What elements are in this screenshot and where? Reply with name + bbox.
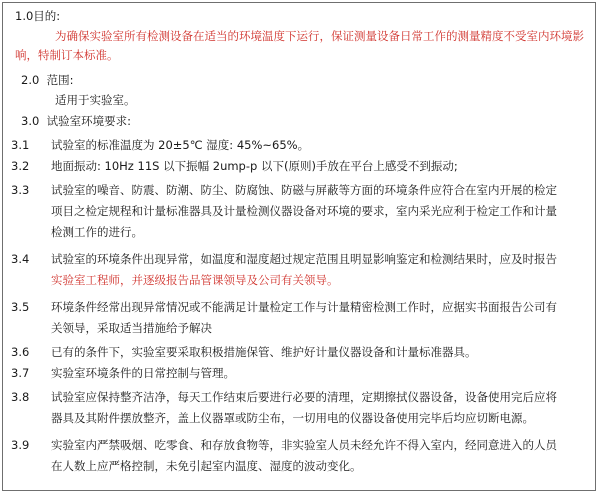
item-3-4 bbox=[11, 249, 589, 291]
item-3-6 bbox=[11, 345, 589, 360]
item-number: 3.3 bbox=[11, 183, 30, 197]
item-number: 3.9 bbox=[11, 438, 30, 452]
item-line: 地面振动: 10Hz 11S 以下振幅 2ump-p 以下(原则)手放在平台上感受不到振动; bbox=[51, 159, 458, 173]
item-number: 3.7 bbox=[11, 366, 30, 380]
document-frame bbox=[2, 2, 596, 491]
item-number: 3.8 bbox=[11, 390, 30, 404]
purpose-line-2: 响，特制订本标准。 bbox=[15, 48, 119, 62]
purpose-line-1: 为确保实验室所有检测设备在适当的环境温度下运行，保证测量设备日常工作的测量精度不受室内环境影 bbox=[55, 29, 584, 43]
section-number: 2.0 bbox=[21, 73, 40, 87]
item-paragraph bbox=[51, 180, 589, 243]
section-purpose-heading bbox=[15, 9, 589, 27]
item-number: 3.2 bbox=[11, 159, 30, 173]
item-3-3 bbox=[11, 180, 589, 243]
item-3-8 bbox=[11, 387, 589, 429]
section-title: 目的: bbox=[33, 9, 61, 23]
item-line: 器具及其附件摆放整齐，盖上仪器罩或防尘布，一切用电的仪器设备使用完毕后均应切断电源。 bbox=[51, 411, 534, 425]
item-number: 3.5 bbox=[11, 300, 30, 314]
item-line: 实验室环境条件的日常控制与管理。 bbox=[51, 366, 235, 380]
item-3-1 bbox=[11, 138, 589, 153]
item-3-9 bbox=[11, 435, 589, 477]
item-line: 已有的条件下，实验室要采取积极措施保管、维护好计量仪器设备和计量标准器具。 bbox=[51, 345, 477, 359]
section-title: 试验室环境要求: bbox=[46, 114, 131, 128]
item-number: 3.1 bbox=[11, 138, 30, 152]
item-paragraph bbox=[51, 249, 589, 291]
item-paragraph bbox=[51, 435, 589, 477]
item-number: 3.6 bbox=[11, 345, 30, 359]
section-number: 3.0 bbox=[21, 114, 40, 128]
item-line: 实验室内严禁吸烟、吃零食、和存放食物等，非实验室人员未经允许不得入室内，经同意进入的人员 bbox=[51, 438, 557, 452]
item-line: 试验室的环境条件出现异常，如温度和湿度超过规定范围且明显影响鉴定和检测结果时，应及时报告 bbox=[51, 252, 557, 266]
item-paragraph bbox=[51, 387, 589, 429]
item-3-2 bbox=[11, 159, 589, 174]
section-title: 范围: bbox=[46, 73, 74, 87]
section-scope-heading bbox=[21, 73, 589, 91]
item-line: 试验室的标准温度为 20±5℃ 湿度: 45%~65%。 bbox=[51, 138, 310, 152]
item-3-5 bbox=[11, 297, 589, 339]
item-line: 环境条件经常出现异常情况或不能满足计量检定工作与计量精密检测工作时，应据实书面报告公司有 bbox=[51, 300, 557, 314]
item-line: 在人数上应严格控制，未免引起室内温度、湿度的波动变化。 bbox=[51, 459, 362, 473]
item-line: 试验室的噪音、防震、防潮、防尘、防腐蚀、防磁与屏蔽等方面的环境条件应符合在室内开展的检定 bbox=[51, 183, 557, 197]
section-number: 1.0 bbox=[15, 9, 34, 23]
section-environment-heading bbox=[21, 114, 589, 132]
item-line: 关领导，采取适当措施给予解决 bbox=[51, 321, 212, 335]
item-line: 实验室工程师，并逐级报告品管课领导及公司有关领导。 bbox=[51, 273, 339, 287]
item-line: 检测工作的进行。 bbox=[51, 225, 143, 239]
scope-line: 适用于实验室。 bbox=[55, 93, 136, 107]
item-3-7 bbox=[11, 366, 589, 381]
item-paragraph bbox=[51, 297, 589, 339]
document-body bbox=[11, 9, 589, 477]
item-line: 项目之检定规程和计量标准器具及计量检测仪器设备对环境的要求，室内采光应利于检定工作和计量 bbox=[51, 204, 557, 218]
item-line: 试验室应保持整齐洁净，每天工作结束后要进行必要的清理，定期擦拭仪器设备，设备使用完后应将 bbox=[51, 390, 557, 404]
item-number: 3.4 bbox=[11, 252, 30, 266]
